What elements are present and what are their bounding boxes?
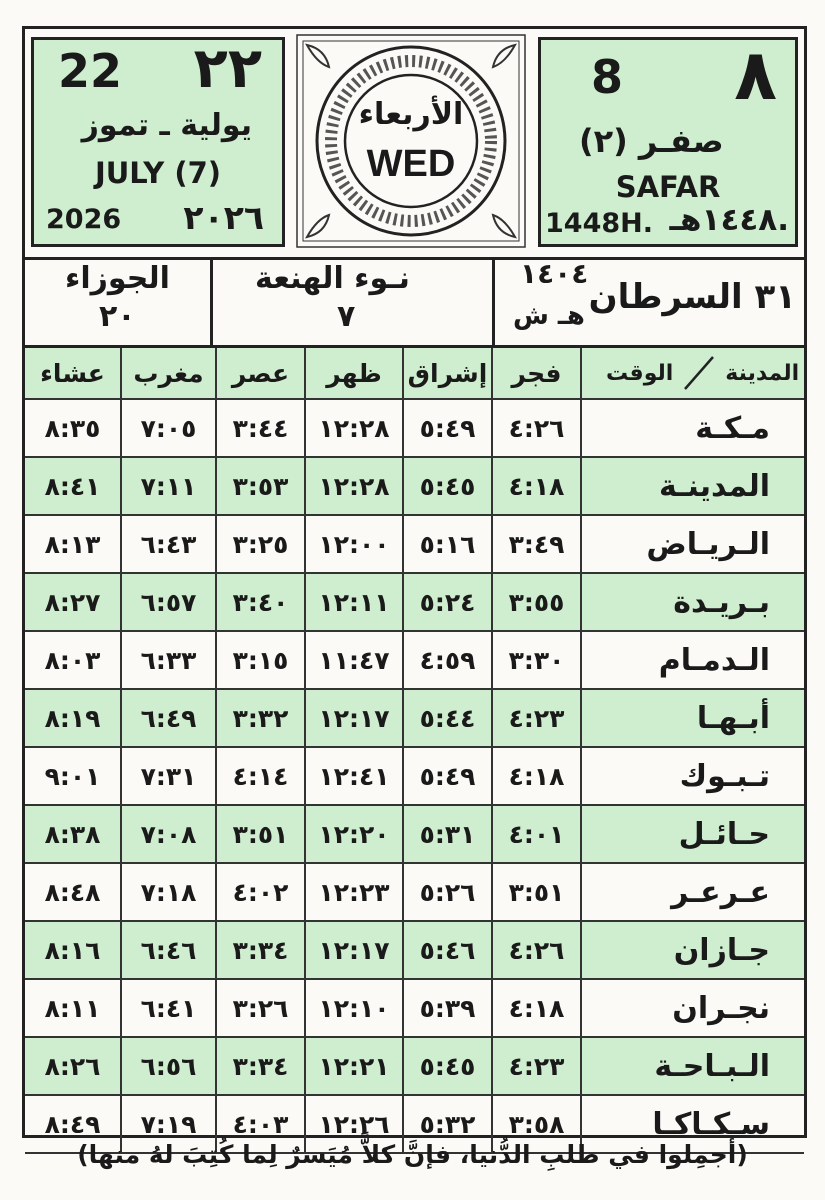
- weekday-seal: [295, 33, 527, 249]
- time-asr: ٣:٣٤: [215, 1038, 304, 1094]
- time-maghrib: ٦:٥٦: [120, 1038, 215, 1094]
- time-maghrib: ٧:٠٥: [120, 400, 215, 456]
- time-asr: ٣:٣٤: [215, 922, 304, 978]
- time-isha: ٨:٤١: [44, 471, 101, 501]
- gregorian-year-arabic: ٢٠٢٦: [183, 198, 264, 237]
- city-name: مـكـة: [580, 400, 804, 456]
- weekday-latin: WED: [366, 143, 456, 185]
- time-dhuhr: ١٢:٢٨: [304, 400, 402, 456]
- table-row: [25, 690, 804, 748]
- table-row: [25, 1038, 804, 1096]
- time-isha: ٨:٠٣: [44, 645, 101, 675]
- time-shuruq: ٥:٢٤: [402, 574, 491, 630]
- time-asr: ٣:٤٤: [215, 400, 304, 456]
- nawa-name: نـوء الهنعة: [255, 261, 410, 296]
- time-asr: ٣:٥١: [215, 806, 304, 862]
- table-row: [25, 864, 804, 922]
- time-shuruq: ٥:٣٢: [402, 1096, 491, 1152]
- city-name: الـريـاض: [580, 516, 804, 572]
- time-fajr: ٣:٥٥: [491, 574, 580, 630]
- time-asr: ٣:٢٥: [215, 516, 304, 572]
- time-isha: ٨:٢٧: [44, 587, 101, 617]
- time-fajr: ٣:٥١: [491, 864, 580, 920]
- city-name: تـبـوك: [580, 748, 804, 804]
- city-name: حـائـل: [580, 806, 804, 862]
- table-row: [25, 632, 804, 690]
- time-isha: ٨:١٦: [44, 935, 101, 965]
- time-shuruq: ٥:٣١: [402, 806, 491, 862]
- time-shuruq: ٤:٥٩: [402, 632, 491, 688]
- time-isha: ٩:٠١: [44, 761, 101, 791]
- time-shuruq: ٥:١٦: [402, 516, 491, 572]
- time-fajr: ٣:٤٩: [491, 516, 580, 572]
- time-fajr: ٤:١٨: [491, 980, 580, 1036]
- time-shuruq: ٥:٢٦: [402, 864, 491, 920]
- hijri-month-latin: SAFAR: [615, 170, 721, 204]
- time-maghrib: ٧:٣١: [120, 748, 215, 804]
- header-city-time: [580, 348, 804, 398]
- time-dhuhr: ١٢:١١: [304, 574, 402, 630]
- table-header-row: [25, 348, 804, 400]
- time-dhuhr: ١٢:١٧: [304, 690, 402, 746]
- table-row: [25, 748, 804, 806]
- time-dhuhr: ١٢:٢١: [304, 1038, 402, 1094]
- solar-year: ١٤٠٤: [520, 257, 589, 290]
- time-maghrib: ٦:٥٧: [120, 574, 215, 630]
- table-row: [25, 922, 804, 980]
- hijri-year-arabic: ١٤٤٨هـ.: [669, 202, 789, 238]
- time-dhuhr: ١٢:٢٣: [304, 864, 402, 920]
- time-isha: ٨:١٣: [44, 529, 101, 559]
- header-shuruq: إشراق: [402, 348, 491, 398]
- gregorian-month-arabic: يولية ـ تموز: [81, 108, 252, 143]
- time-maghrib: ٧:٠٨: [120, 806, 215, 862]
- time-fajr: ٤:١٨: [491, 748, 580, 804]
- seal-ornament-icon: [295, 33, 527, 249]
- time-isha: ٨:١٩: [44, 703, 101, 733]
- time-shuruq: ٥:٣٩: [402, 980, 491, 1036]
- time-fajr: ٤:٠١: [491, 806, 580, 862]
- time-isha: ٨:٢٦: [44, 1051, 101, 1081]
- hijri-year-latin: 1448H.: [545, 208, 653, 239]
- hijri-month-arabic: صفـر (٢): [579, 122, 724, 160]
- nawa-number: ٧: [337, 299, 356, 334]
- time-isha: ٨:٤٩: [44, 1109, 101, 1139]
- time-dhuhr: ١١:٤٧: [304, 632, 402, 688]
- header-maghrib: مغرب: [120, 348, 215, 398]
- city-name: سـكـاكـا: [580, 1096, 804, 1152]
- solar-suffix: هـ ش: [513, 301, 585, 331]
- time-maghrib: ٧:١٩: [120, 1096, 215, 1152]
- city-name: عـرعـر: [580, 864, 804, 920]
- time-dhuhr: ١٢:٢٦: [304, 1096, 402, 1152]
- header-asr: عصر: [215, 348, 304, 398]
- time-asr: ٣:١٥: [215, 632, 304, 688]
- table-row: [25, 458, 804, 516]
- hijri-day-latin: 8: [591, 50, 624, 104]
- time-fajr: ٤:٢٦: [491, 400, 580, 456]
- time-maghrib: ٧:١٨: [120, 864, 215, 920]
- time-maghrib: ٦:٤٦: [120, 922, 215, 978]
- info-divider: [210, 257, 213, 345]
- table-row: [25, 516, 804, 574]
- footer-motto: (أجمِلوا في طلبِ الدُّنيا، فإنَّ كلاًّ مُيَسرٌ لِما كُتِبَ لهُ منها): [77, 1140, 748, 1169]
- time-dhuhr: ١٢:١٠: [304, 980, 402, 1036]
- time-shuruq: ٥:٤٦: [402, 922, 491, 978]
- time-dhuhr: ١٢:٢٨: [304, 458, 402, 514]
- calendar-page: [22, 26, 807, 1142]
- calendar-header: [25, 29, 804, 260]
- time-isha: ٨:٤٨: [44, 877, 101, 907]
- time-dhuhr: ١٢:٤١: [304, 748, 402, 804]
- city-name: الـبـاحـة: [580, 1038, 804, 1094]
- table-row: [25, 574, 804, 632]
- city-name: جـازان: [580, 922, 804, 978]
- time-asr: ٤:٠٢: [215, 864, 304, 920]
- zodiac-number: ٢٠: [99, 299, 136, 334]
- header-isha: عشاء: [40, 358, 105, 388]
- time-fajr: ٣:٣٠: [491, 632, 580, 688]
- city-name: المدينـة: [580, 458, 804, 514]
- time-maghrib: ٧:١١: [120, 458, 215, 514]
- time-fajr: ٣:٥٨: [491, 1096, 580, 1152]
- zodiac-name: الجوزاء: [65, 261, 170, 296]
- time-shuruq: ٥:٤٥: [402, 458, 491, 514]
- time-asr: ٣:٢٦: [215, 980, 304, 1036]
- time-dhuhr: ١٢:٢٠: [304, 806, 402, 862]
- time-asr: ٣:٤٠: [215, 574, 304, 630]
- city-name: نجـران: [580, 980, 804, 1036]
- solar-date: ٣١ السرطان: [588, 277, 796, 317]
- info-row: [25, 257, 804, 348]
- time-maghrib: ٦:٤٩: [120, 690, 215, 746]
- table-row: [25, 980, 804, 1038]
- weekday-arabic: الأربعاء: [358, 97, 464, 132]
- time-fajr: ٤:١٨: [491, 458, 580, 514]
- city-name: الـدمـام: [580, 632, 804, 688]
- time-maghrib: ٦:٤٣: [120, 516, 215, 572]
- city-name: أبـهـا: [580, 690, 804, 746]
- time-maghrib: ٦:٣٣: [120, 632, 215, 688]
- time-isha: ٨:٣٥: [44, 413, 101, 443]
- time-shuruq: ٥:٤٩: [402, 400, 491, 456]
- gregorian-year-latin: 2026: [46, 204, 122, 235]
- info-divider: [492, 257, 495, 345]
- hijri-day-arabic: ٨: [734, 34, 777, 116]
- slash-divider-icon: [679, 353, 719, 393]
- table-row: [25, 806, 804, 864]
- header-dhuhr: ظهر: [304, 348, 402, 398]
- time-isha: ٨:٣٨: [44, 819, 101, 849]
- time-asr: ٣:٣٢: [215, 690, 304, 746]
- city-name: بـريـدة: [580, 574, 804, 630]
- time-dhuhr: ١٢:٠٠: [304, 516, 402, 572]
- time-shuruq: ٥:٤٩: [402, 748, 491, 804]
- time-asr: ٣:٥٣: [215, 458, 304, 514]
- time-fajr: ٤:٢٦: [491, 922, 580, 978]
- time-asr: ٤:٠٣: [215, 1096, 304, 1152]
- hijri-date-box: [538, 34, 798, 247]
- time-shuruq: ٥:٤٥: [402, 1038, 491, 1094]
- header-city-label: المدينة: [725, 360, 800, 386]
- time-fajr: ٤:٢٣: [491, 690, 580, 746]
- table-row: [25, 400, 804, 458]
- gregorian-day-arabic: ٢٢: [193, 36, 262, 101]
- time-asr: ٤:١٤: [215, 748, 304, 804]
- header-time-label: الوقت: [606, 360, 674, 386]
- gregorian-day-latin: 22: [58, 44, 123, 98]
- time-fajr: ٤:٢٣: [491, 1038, 580, 1094]
- time-isha: ٨:١١: [44, 993, 101, 1023]
- gregorian-month-latin: JULY (7): [94, 156, 222, 190]
- time-maghrib: ٦:٤١: [120, 980, 215, 1036]
- gregorian-date-box: [31, 37, 285, 247]
- time-shuruq: ٥:٤٤: [402, 690, 491, 746]
- header-fajr: فجر: [491, 348, 580, 398]
- time-dhuhr: ١٢:١٧: [304, 922, 402, 978]
